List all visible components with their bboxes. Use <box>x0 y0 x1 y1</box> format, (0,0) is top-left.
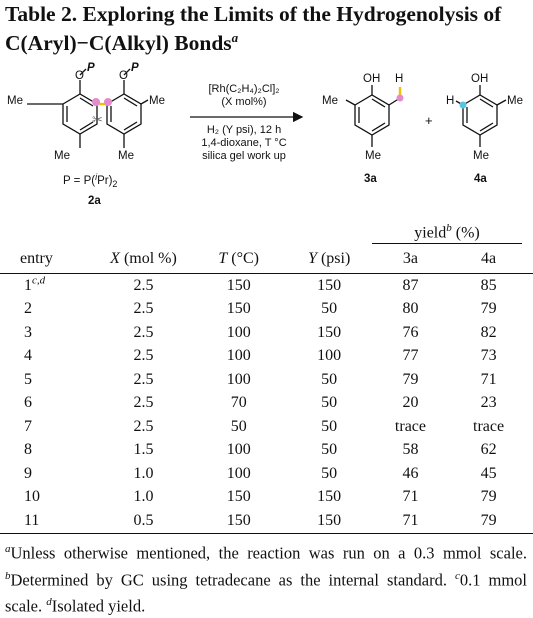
cell-x: 2.5 <box>133 276 154 294</box>
footnote-text: Determined by GC using tetradecane as the internal standard. <box>10 570 455 589</box>
cell-y4a: 79 <box>480 488 497 506</box>
cell-x: 0.5 <box>91 509 196 533</box>
table-row <box>0 321 533 345</box>
cell-y: 150 <box>317 323 342 341</box>
cell-entry: 9 <box>24 464 32 482</box>
cell-y4a: 23 <box>480 394 497 412</box>
cleavage-highlight-icon <box>92 98 100 106</box>
cell-y3a: 80 <box>402 300 419 318</box>
cell-t: 150 <box>226 300 251 318</box>
cell-y: 50 <box>321 394 338 412</box>
cell-x: 2.5 <box>133 394 154 412</box>
cell-y4a: 62 <box>480 441 497 459</box>
cell-x: 2.5 <box>133 323 154 341</box>
cell-y4a: 79 <box>444 509 533 533</box>
table-row <box>0 392 533 416</box>
table-row <box>0 415 533 439</box>
methyl-label: Me <box>118 150 134 162</box>
cell-y: 50 <box>321 370 338 388</box>
cell-y3a: 76 <box>402 323 419 341</box>
table-body <box>0 274 533 534</box>
cell-y3a: 20 <box>402 394 419 412</box>
table-header-row <box>0 245 533 274</box>
reaction-scheme <box>0 58 533 213</box>
footnotes <box>5 538 527 618</box>
cell-y3a: 77 <box>402 347 419 365</box>
cell-y3a: 71 <box>377 509 444 533</box>
cell-y4a: 82 <box>480 323 497 341</box>
cell-y3a: trace <box>394 417 426 435</box>
cell-y: 150 <box>282 509 377 533</box>
cell-x: 1.5 <box>133 441 154 459</box>
footnote-text: Isolated yield. <box>51 596 146 616</box>
product-4a-structure <box>456 85 506 147</box>
product-3a-structure <box>346 85 400 147</box>
table-row <box>0 274 533 298</box>
hydrogen-label: H <box>446 95 455 107</box>
header-4a: 4a <box>444 245 533 274</box>
cell-y: 50 <box>321 417 338 435</box>
cell-y4a: trace <box>473 417 505 435</box>
methyl-label: Me <box>149 95 165 107</box>
cell-y: 100 <box>317 347 342 365</box>
table-row <box>0 486 533 510</box>
methyl-label: Me <box>365 150 381 162</box>
table-row <box>0 439 533 463</box>
results-table <box>0 245 533 534</box>
table-row <box>0 368 533 392</box>
yield-group-header <box>372 215 522 244</box>
cell-entry: 2 <box>24 300 32 318</box>
conditions-line-1: H₂ (Y psi), 12 h <box>206 124 282 136</box>
cleavage-highlight-icon <box>397 95 404 102</box>
hydroxyl-label: OH <box>471 73 489 85</box>
cell-t: 100 <box>226 347 251 365</box>
footnote-mark: a <box>5 543 11 555</box>
cell-x: 1.0 <box>133 464 154 482</box>
header-entry: entry <box>0 245 91 274</box>
catalyst-label: [Rh(C₂H₄)₂Cl]₂ <box>208 83 280 95</box>
cell-y4a: 45 <box>480 464 497 482</box>
cell-entry: 5 <box>24 370 32 388</box>
table-row <box>0 509 533 533</box>
cell-y: 150 <box>317 276 342 294</box>
cell-entry: 8 <box>24 441 32 459</box>
ligand-definition: $P = P(^iPr)_2$ <box>63 172 118 189</box>
header-t: T (°C) <box>196 245 282 274</box>
cell-entry: 10 <box>24 488 40 506</box>
methyl-label: Me <box>54 150 70 162</box>
compound-id-3a: 3a <box>364 173 377 185</box>
table-row <box>0 462 533 486</box>
cell-t: 100 <box>226 464 251 482</box>
footnote-text: Unless otherwise mentioned, the reaction was run on a 0.3 mmol scale. <box>10 543 527 563</box>
cell-x: 2.5 <box>133 417 154 435</box>
conditions-line-3: silica gel work up <box>202 150 286 162</box>
cleavage-highlight-icon <box>104 98 112 106</box>
cell-y3a: 46 <box>402 464 419 482</box>
phosphorus-label-right: P <box>131 62 139 74</box>
cell-y4a: 79 <box>480 300 497 318</box>
conditions-line-2: 1,4-dioxane, T °C <box>201 137 287 149</box>
cell-t: 150 <box>226 276 251 294</box>
cell-y3a: 58 <box>402 441 419 459</box>
cell-y4a: 73 <box>480 347 497 365</box>
table-row <box>0 298 533 322</box>
cell-t: 50 <box>230 417 247 435</box>
header-3a: 3a <box>377 245 444 274</box>
cell-entry: 7 <box>24 417 32 435</box>
scissors-icon: ✂ <box>92 113 103 128</box>
oxygen-label-right: O <box>119 70 128 82</box>
title-footnote-mark: a <box>231 30 239 45</box>
table-title-text: Table 2. Exploring the Limits of the Hydrogenolysis of C(Aryl)−C(Alkyl) Bonds <box>5 2 502 56</box>
cleavage-highlight-icon <box>460 102 467 109</box>
cell-entry: 6 <box>24 394 32 412</box>
oxygen-label-left: O <box>75 70 84 82</box>
cell-x: 2.5 <box>133 300 154 318</box>
cell-y4a: 71 <box>480 370 497 388</box>
phosphorus-label-left: P <box>87 62 95 74</box>
footnote-text: 0.1 mmol scale. <box>5 570 527 616</box>
cell-y: 50 <box>321 464 338 482</box>
cell-y3a: 71 <box>402 488 419 506</box>
cell-t: 70 <box>230 394 247 412</box>
cell-y: 150 <box>317 488 342 506</box>
cell-x: 2.5 <box>133 347 154 365</box>
plus-sign: + <box>425 113 433 128</box>
cell-entry: 1$^{c,d}$ <box>24 274 46 294</box>
cell-y3a: 79 <box>402 370 419 388</box>
cell-entry: 3 <box>24 323 32 341</box>
cell-y4a: 85 <box>480 276 497 294</box>
reactant-2a-structure <box>27 69 148 148</box>
footnote-mark: d <box>46 596 52 608</box>
yield-unit: (%) <box>455 224 480 242</box>
cell-x: 2.5 <box>133 370 154 388</box>
catalyst-loading-label: (X mol%) <box>221 96 267 108</box>
table-title <box>5 3 525 55</box>
cell-t: 150 <box>196 509 282 533</box>
entry-footnote-marks: c,d <box>32 274 46 287</box>
yield-label: yield <box>414 224 447 242</box>
yield-footnote-mark: b <box>446 222 452 234</box>
cell-t: 150 <box>226 488 251 506</box>
hydrogen-label: H <box>395 73 404 85</box>
footnote-mark: c <box>454 569 460 582</box>
cell-y: 50 <box>321 441 338 459</box>
cell-t: 100 <box>226 323 251 341</box>
methyl-label: Me <box>473 150 489 162</box>
table-row <box>0 345 533 369</box>
compound-id-4a: 4a <box>474 173 487 185</box>
cell-t: 100 <box>226 441 251 459</box>
cell-entry: 11 <box>0 509 91 533</box>
reactant-ring-right <box>107 94 141 134</box>
header-x: X (mol %) <box>91 245 196 274</box>
header-y: Y (psi) <box>282 245 377 274</box>
methyl-label: Me <box>507 95 523 107</box>
cell-y3a: 87 <box>402 276 419 294</box>
footnote-mark: b <box>5 569 11 582</box>
cell-x: 1.0 <box>133 488 154 506</box>
cell-t: 100 <box>226 370 251 388</box>
cell-entry: 4 <box>24 347 32 365</box>
cell-y: 50 <box>321 300 338 318</box>
hydroxyl-label: OH <box>363 73 381 85</box>
compound-id-2a: 2a <box>88 195 101 207</box>
methyl-label: Me <box>322 95 338 107</box>
methyl-label: Me <box>7 95 23 107</box>
